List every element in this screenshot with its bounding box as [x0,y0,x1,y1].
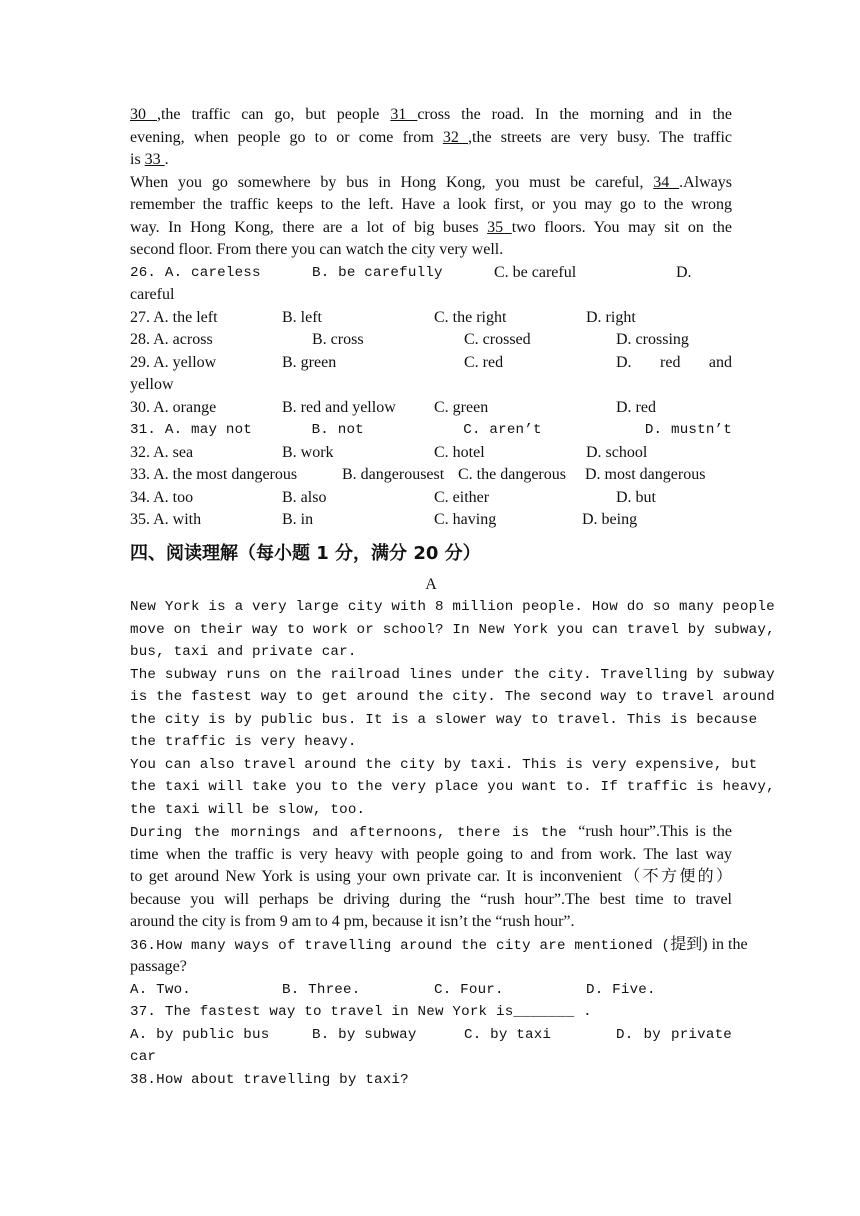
q34-option-d: D. but [616,488,656,506]
passage-a-p3-line-2: the taxi will take you to the very place you want to. If traffic is heavy, [130,779,775,795]
question-36-options [130,979,732,1002]
passage-a-p2-line-2: is the fastest way to get around the city. The second way to travel around [130,689,775,705]
q36-option-c: C. Four. [434,981,504,998]
q37-option-d-wrap: car [130,1049,157,1065]
section-heading: 四、阅读理解（每小题 1 分，满分 20 分） [130,542,481,564]
q35-option-a: 35. A. with [130,511,202,528]
q26-option-b: B. be carefully [312,264,443,281]
q31-option-c: C. aren’t [463,422,542,438]
passage-line-5: remember the traffic keeps to the left. Have a look first, or you may go to the wrong [130,196,732,213]
q33-option-a: 33. A. the most dangerous [130,466,298,483]
blank-33: 33 [144,151,165,168]
question-36-stem-wrap: passage? [130,958,187,975]
q29-option-a: 29. A. yellow [130,353,217,371]
q37-option-c: C. by taxi [464,1026,552,1043]
question-30 [130,397,732,420]
passage-a-p1-line-3: bus, taxi and private car. [130,644,357,660]
passage-a-p2-line-4: the traffic is very heavy. [130,734,357,750]
question-28 [130,329,732,352]
question-27 [130,307,732,330]
q37-option-d: D. by private [616,1026,732,1043]
question-37-stem: 37. The fastest way to travel in New York is_______ . [130,1004,592,1020]
q32-option-a: 32. A. sea [130,443,194,461]
q26-option-c: C. be careful [494,263,577,281]
q32-option-b: B. work [282,443,334,461]
q33-option-d: D. most dangerous [585,466,706,483]
passage-a-p3-line-1: You can also travel around the city by taxi. This is very expensive, but [130,756,758,773]
question-29 [130,352,732,375]
q30-option-b: B. red and yellow [282,398,396,416]
q27-option-d: D. right [586,308,636,326]
q34-option-b: B. also [282,488,327,506]
q26-option-d: D. [676,263,692,281]
passage-a-p4-line-3: to get around New York is using your own private car. It is inconvenient（不方便的） [130,868,732,885]
q31-option-d: D. mustn’t [644,422,732,438]
passage-a-p3-line-3: the taxi will be slow, too. [130,801,366,818]
question-36-stem: 36.How many ways of travelling around the city are mentioned (提到) in the [130,935,748,954]
passage-a-p4-line-1: During the mornings and afternoons, there is the “rush hour”.This is the [130,823,732,841]
q28-option-b: B. cross [312,331,364,348]
q34-option-a: 34. A. too [130,488,194,506]
q31-option-b: B. not [311,422,364,438]
q36-option-b: B. Three. [282,981,361,998]
passage-line-4: When you go somewhere by bus in Hong Kong, you must be careful, 34 .Always [130,173,733,191]
q28-option-c: C. crossed [464,331,531,348]
passage-line-7: second floor. From there you can watch the city very well. [130,241,504,258]
q33-option-b: B. dangerousest [342,466,445,483]
passage-line-6: way. In Hong Kong, there are a lot of big buses 35 two floors. You may sit on the [130,218,733,236]
q26-option-a: 26. A. careless [130,264,261,281]
blank-32: 32 [442,128,469,146]
q29-option-d: D. red and [616,353,732,371]
q32-option-c: C. hotel [434,443,485,461]
passage-line-2: evening, when people go to or come from 32 ,the streets are very busy. The traffic [130,128,732,146]
q37-option-b: B. by subway [312,1026,417,1043]
question-38-stem: 38.How about travelling by taxi? [130,1071,409,1088]
passage-a-p2-line-1: The subway runs on the railroad lines under the city. Travelling by subway [130,666,775,683]
q28-option-d: D. crossing [616,331,689,348]
q31-option-a: 31. A. may not [130,422,253,438]
question-35 [130,509,732,532]
q32-option-d: D. school [586,443,648,461]
q34-option-c: C. either [434,488,490,506]
q37-option-a: A. by public bus [130,1026,270,1043]
blank-34: 34 [653,173,680,191]
passage-a-p4-line-5: around the city is from 9 am to 4 pm, because it isn’t the “rush hour”. [130,913,575,930]
passage-a-p4-line-4: because you will perhaps be driving during the “rush hour”.The best time to travel [130,890,732,908]
q29-option-c: C. red [464,353,504,371]
q29-option-b: B. green [282,353,337,371]
passage-a-p2-line-3: the city is by public bus. It is a slower way to travel. This is because [130,711,758,728]
passage-a-p1-line-1: New York is a very large city with 8 million people. How do so many people [130,599,775,615]
blank-30: 30 [130,106,157,123]
passage-line-3: is 33 . [130,151,169,168]
q27-option-b: B. left [282,308,322,326]
q35-option-b: B. in [282,511,314,528]
q30-option-a: 30. A. orange [130,398,217,416]
question-34 [130,487,732,510]
passage-line-1: 30 ,the traffic can go, but people 31 cross the road. In the morning and in the [130,106,733,123]
question-33 [130,464,732,487]
q29-option-d-wrap: yellow [130,376,174,393]
q35-option-c: C. having [434,511,497,528]
question-26 [130,262,732,285]
q35-option-d: D. being [582,511,638,528]
blank-31: 31 [390,106,418,123]
q27-option-a: 27. A. the left [130,308,218,326]
q36-option-a: A. Two. [130,981,191,998]
q28-option-a: 28. A. across [130,331,213,348]
q33-option-c: C. the dangerous [458,466,566,483]
q30-option-d: D. red [616,398,656,416]
q30-option-c: C. green [434,398,489,416]
question-37-options [130,1024,732,1047]
passage-label: A [425,575,437,593]
q27-option-c: C. the right [434,308,507,326]
q36-option-d: D. Five. [586,981,656,998]
question-31 [130,419,732,442]
question-32 [130,442,732,465]
blank-35: 35 [487,218,512,236]
passage-a-p1-line-2: move on their way to work or school? In New York you can travel by subway, [130,621,775,638]
q26-option-d-wrap: careful [130,286,175,303]
exam-page [130,104,775,1091]
passage-a-p4-line-2: time when the traffic is very heavy with people going to and from work. The last way [130,845,732,863]
